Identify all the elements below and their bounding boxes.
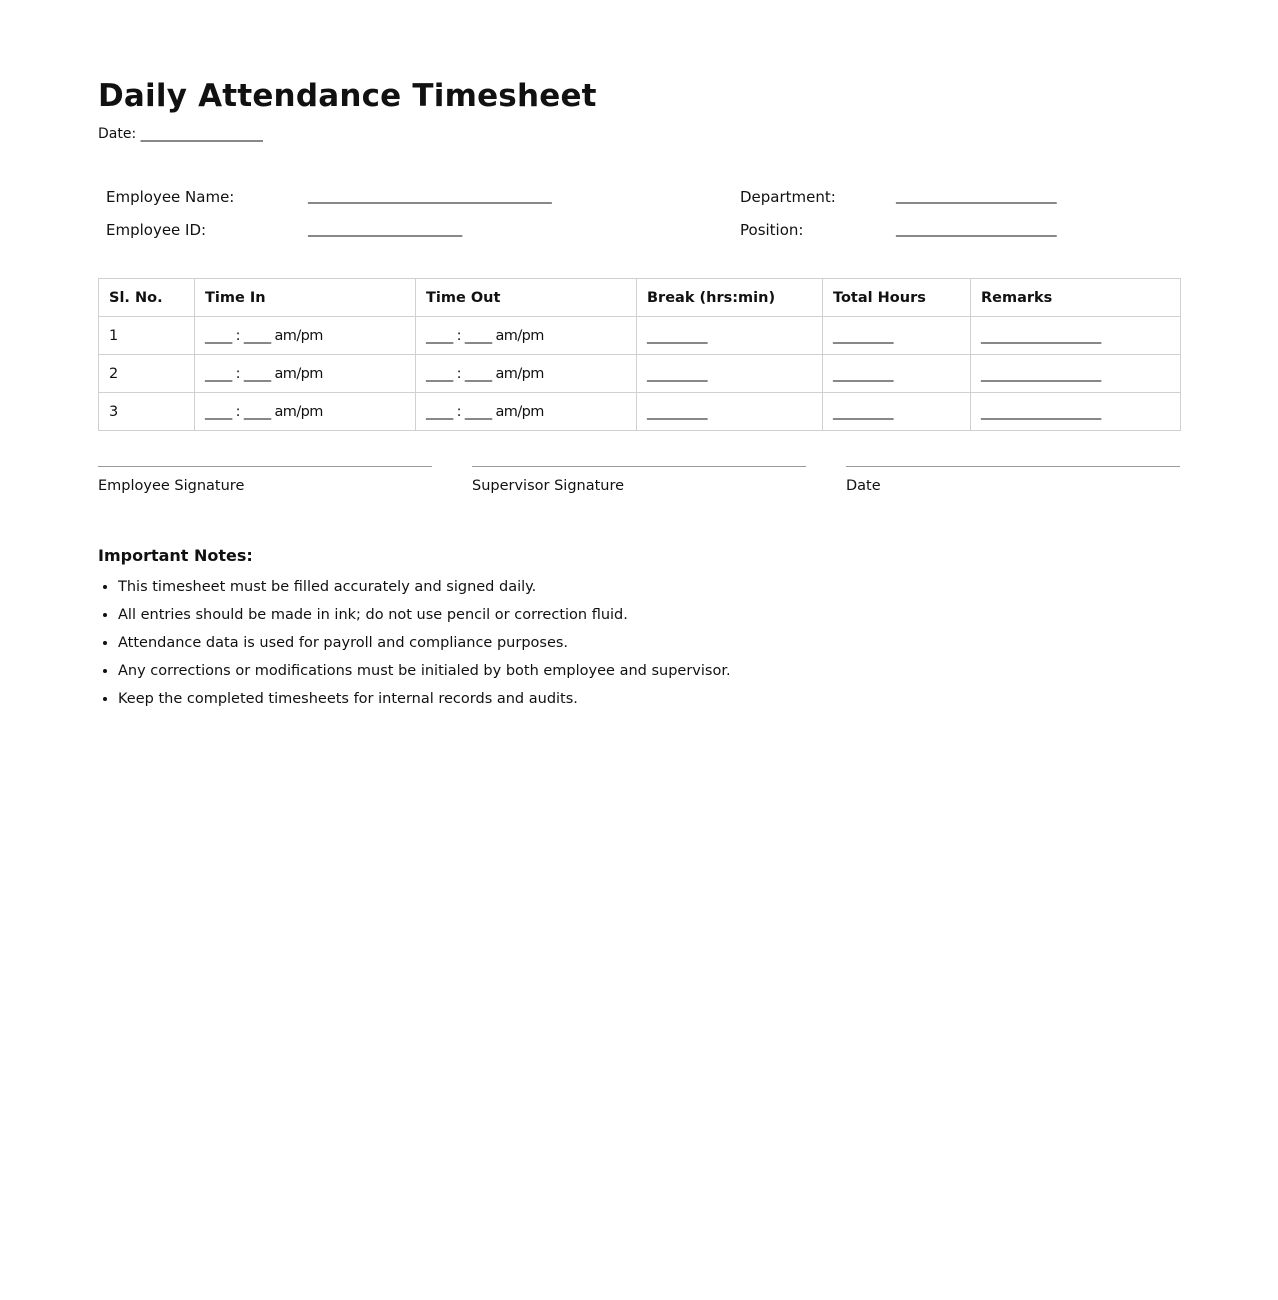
list-item: • Any corrections or modifications must be initialed by both employee and supervisor. <box>118 659 731 687</box>
list-item: • Keep the completed timesheets for internal records and audits. <box>118 687 731 715</box>
date-blank[interactable]: ___________________ <box>140 126 263 142</box>
column-header-time-in: Time In <box>195 279 416 317</box>
table-row <box>99 393 1181 431</box>
column-header-sl-no: Sl. No. <box>99 279 195 317</box>
cell-sl-no: 2 <box>99 355 195 393</box>
timesheet-table <box>98 278 1181 431</box>
list-item: • All entries should be made in ink; do not use pencil or correction fluid. <box>118 603 731 631</box>
column-header-remarks: Remarks <box>971 279 1181 317</box>
supervisor-signature-line[interactable] <box>472 466 806 467</box>
employee-name-label: Employee Name: <box>106 188 235 206</box>
table-row <box>99 355 1181 393</box>
cell-break[interactable]: _________ <box>637 393 823 431</box>
date-field <box>98 126 262 142</box>
employee-id-field[interactable]: ________________________ <box>308 221 462 237</box>
cell-time-out[interactable]: ____ : ____ am/pm <box>416 393 637 431</box>
cell-remarks[interactable]: __________________ <box>971 355 1181 393</box>
cell-total-hours[interactable]: _________ <box>823 393 971 431</box>
cell-time-in[interactable]: ____ : ____ am/pm <box>195 355 416 393</box>
cell-total-hours[interactable]: _________ <box>823 317 971 355</box>
cell-break[interactable]: _________ <box>637 317 823 355</box>
department-field[interactable]: _________________________ <box>896 188 1057 204</box>
supervisor-signature-label: Supervisor Signature <box>472 478 625 494</box>
employee-name-field[interactable]: ______________________________________ <box>308 188 552 204</box>
cell-time-out[interactable]: ____ : ____ am/pm <box>416 355 637 393</box>
cell-time-out[interactable]: ____ : ____ am/pm <box>416 317 637 355</box>
signature-date-line[interactable] <box>846 466 1180 467</box>
signature-date-label: Date <box>846 478 881 494</box>
notes-title: Important Notes: <box>98 546 253 565</box>
cell-sl-no: 1 <box>99 317 195 355</box>
employee-id-label: Employee ID: <box>106 221 207 239</box>
page-title: Daily Attendance Timesheet <box>98 78 597 114</box>
list-item: • Attendance data is used for payroll and compliance purposes. <box>118 631 731 659</box>
cell-time-in[interactable]: ____ : ____ am/pm <box>195 317 416 355</box>
list-item: • This timesheet must be filled accurately and signed daily. <box>118 575 731 603</box>
column-header-break: Break (hrs:min) <box>637 279 823 317</box>
table-header-row <box>99 279 1181 317</box>
table-row <box>99 317 1181 355</box>
notes-list <box>98 575 731 715</box>
cell-total-hours[interactable]: _________ <box>823 355 971 393</box>
employee-signature-label: Employee Signature <box>98 478 245 494</box>
cell-break[interactable]: _________ <box>637 355 823 393</box>
employee-signature-line[interactable] <box>98 466 432 467</box>
position-field[interactable]: _________________________ <box>896 221 1057 237</box>
cell-sl-no: 3 <box>99 393 195 431</box>
department-label: Department: <box>740 188 836 206</box>
column-header-total-hours: Total Hours <box>823 279 971 317</box>
cell-remarks[interactable]: __________________ <box>971 317 1181 355</box>
position-label: Position: <box>740 221 804 239</box>
column-header-time-out: Time Out <box>416 279 637 317</box>
cell-remarks[interactable]: __________________ <box>971 393 1181 431</box>
date-label: Date: <box>98 126 137 142</box>
cell-time-in[interactable]: ____ : ____ am/pm <box>195 393 416 431</box>
